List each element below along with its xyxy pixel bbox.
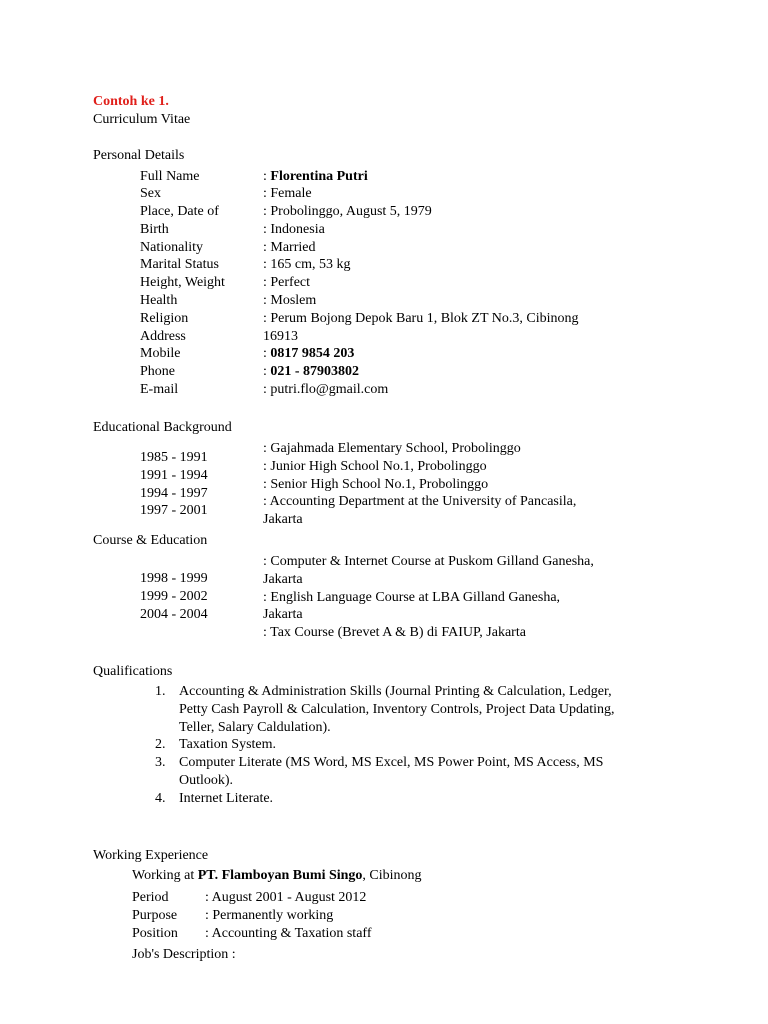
courses-heading: Course & Education xyxy=(93,533,208,548)
course-items xyxy=(263,553,594,642)
label-sex: Sex xyxy=(140,186,161,202)
personal-values xyxy=(263,168,579,399)
work-value-period: : August 2001 - August 2012 xyxy=(205,890,367,905)
work-labels xyxy=(132,889,178,942)
value-health: : Perfect xyxy=(263,275,311,291)
personal-labels xyxy=(140,168,225,399)
list-item: 2. Taxation System. xyxy=(155,737,277,753)
course-year: 2004 - 2004 xyxy=(140,606,208,622)
value-phone: : 021 - 87903802 xyxy=(263,364,360,380)
value-full-name: : Florentina Putri xyxy=(263,168,368,184)
work-label-position: Position xyxy=(132,925,178,941)
list-item: 1. Accounting & Administration Skills (Journal Printing & Calculation, Ledger, Petty Cash Payroll & Calculation, Inventory Controls, Project Data Updating, Teller, Salary Caldulation). xyxy=(155,684,615,735)
example-label: Contoh ke 1. xyxy=(93,94,169,109)
education-item: : Gajahmada Elementary School, Probolinggo xyxy=(263,441,521,456)
course-item: : Computer & Internet Course at Puskom Gilland Ganesha, xyxy=(263,554,594,569)
education-years xyxy=(140,449,208,520)
value-address-line1: : Perum Bojong Depok Baru 1, Blok ZT No.3, Cibinong xyxy=(263,310,579,326)
course-year: 1999 - 2002 xyxy=(140,588,208,604)
education-item: : Senior High School No.1, Probolinggo xyxy=(263,476,489,492)
education-item: : Accounting Department at the University of Pancasila, xyxy=(263,494,577,510)
course-item-continuation: Jakarta xyxy=(263,571,303,587)
label-full-name: Full Name xyxy=(140,168,200,184)
value-sex: : Female xyxy=(263,186,312,202)
label-address: Address xyxy=(140,328,186,344)
education-year: 1997 - 2001 xyxy=(140,503,208,519)
label-marital-status: Marital Status xyxy=(140,257,219,273)
label-email: E-mail xyxy=(140,382,179,398)
work-values xyxy=(205,889,371,942)
course-item: : English Language Course at LBA Gilland Ganesha, xyxy=(263,589,561,605)
work-heading: Working Experience xyxy=(93,848,209,863)
work-value-purpose: : Permanently working xyxy=(205,907,334,923)
value-nationality: : Indonesia xyxy=(263,221,325,237)
label-phone: Phone xyxy=(140,364,175,380)
value-marital: : Married xyxy=(263,239,316,255)
value-height-weight: : 165 cm, 53 kg xyxy=(263,257,351,273)
qualifications-heading: Qualifications xyxy=(93,664,173,679)
work-company-line: Working at PT. Flamboyan Bumi Singo, Cibinong xyxy=(132,868,422,883)
education-heading: Educational Background xyxy=(93,420,232,435)
value-mobile: : 0817 9854 203 xyxy=(263,346,355,362)
label-place-date: Place, Date of xyxy=(140,204,219,220)
value-religion: : Moslem xyxy=(263,293,317,309)
personal-details-heading: Personal Details xyxy=(93,148,185,163)
value-email: : putri.flo@gmail.com xyxy=(263,382,389,398)
education-items xyxy=(263,440,576,529)
list-item: 3. Computer Literate (MS Word, MS Excel, MS Power Point, MS Access, MS Outlook). xyxy=(155,755,604,788)
work-value-position: : Accounting & Taxation staff xyxy=(205,925,372,941)
label-religion: Religion xyxy=(140,310,189,326)
label-nationality: Nationality xyxy=(140,239,203,255)
course-item: : Tax Course (Brevet A & B) di FAIUP, Jakarta xyxy=(263,625,526,641)
qualifications-list xyxy=(155,683,635,808)
value-birth: : Probolinggo, August 5, 1979 xyxy=(263,204,432,220)
label-birth: Birth xyxy=(140,221,169,237)
course-item-continuation: Jakarta xyxy=(263,607,303,623)
list-item: 4. Internet Literate. xyxy=(155,790,274,806)
label-height-weight: Height, Weight xyxy=(140,275,225,291)
course-year: 1998 - 1999 xyxy=(140,571,208,586)
education-item: : Junior High School No.1, Probolinggo xyxy=(263,458,487,474)
education-year: 1985 - 1991 xyxy=(140,450,208,465)
label-mobile: Mobile xyxy=(140,346,181,362)
work-label-purpose: Purpose xyxy=(132,907,178,923)
course-years xyxy=(140,570,208,623)
value-address-line2: 16913 xyxy=(263,328,298,344)
education-year: 1994 - 1997 xyxy=(140,485,208,501)
company-name: PT. Flamboyan Bumi Singo xyxy=(197,868,363,883)
document-title: Curriculum Vitae xyxy=(93,112,191,127)
job-description-label: Job's Description : xyxy=(132,947,236,962)
education-year: 1991 - 1994 xyxy=(140,467,208,483)
education-item-continuation: Jakarta xyxy=(263,512,303,528)
work-label-period: Period xyxy=(132,890,169,905)
label-health: Health xyxy=(140,293,178,309)
